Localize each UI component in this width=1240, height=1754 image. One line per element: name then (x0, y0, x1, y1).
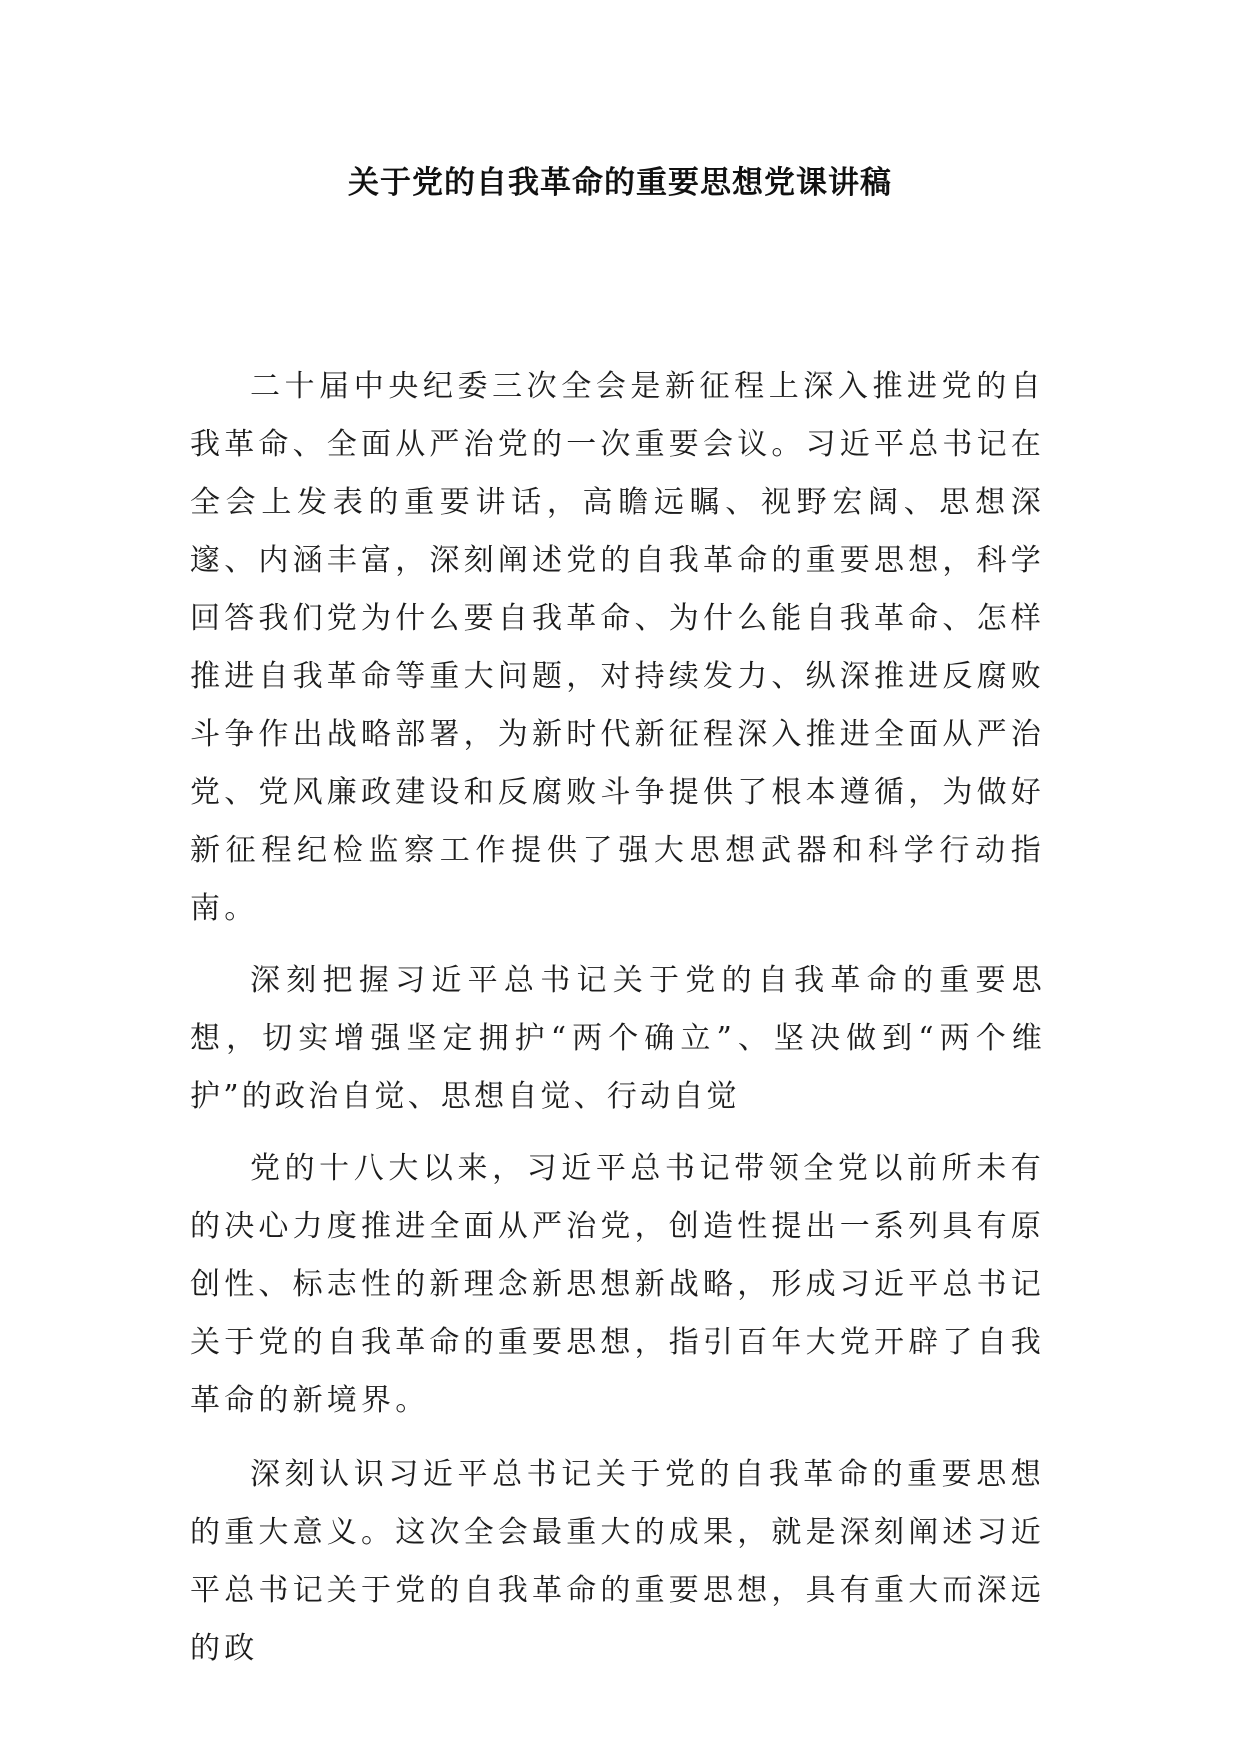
paragraph-section-heading: 深刻把握习近平总书记关于党的自我革命的重要思想，切实增强坚定拥护“两个确立”、坚决做到“两个维护”的政治自觉、思想自觉、行动自觉 (190, 963, 1045, 1114)
document-body (190, 358, 1045, 1678)
document-title: 关于党的自我革命的重要思想党课讲稿 (348, 165, 892, 201)
paragraph-background: 党的十八大以来，习近平总书记带领全党以前所未有的决心力度推进全面从严治党，创造性提出一系列具有原创性、标志性的新理念新思想新战略，形成习近平总书记关于党的自我革命的重要思想，指引百年大党开辟了自我革命的新境界。 (190, 1151, 1045, 1418)
paragraph-intro: 二十届中央纪委三次全会是新征程上深入推进党的自我革命、全面从严治党的一次重要会议。习近平总书记在全会上发表的重要讲话，高瞻远瞩、视野宏阔、思想深邃、内涵丰富，深刻阐述党的自我革命的重要思想，科学回答我们党为什么要自我革命、为什么能自我革命、怎样推进自我革命等重大问题，对持续发力、纵深推进反腐败斗争作出战略部署，为新时代新征程深入推进全面从严治党、党风廉政建设和反腐败斗争提供了根本遵循，为做好新征程纪检监察工作提供了强大思想武器和科学行动指南。 (190, 369, 1045, 926)
paragraph-significance: 深刻认识习近平总书记关于党的自我革命的重要思想的重大意义。这次全会最重大的成果，就是深刻阐述习近平总书记关于党的自我革命的重要思想，具有重大而深远的政 (190, 1457, 1045, 1666)
